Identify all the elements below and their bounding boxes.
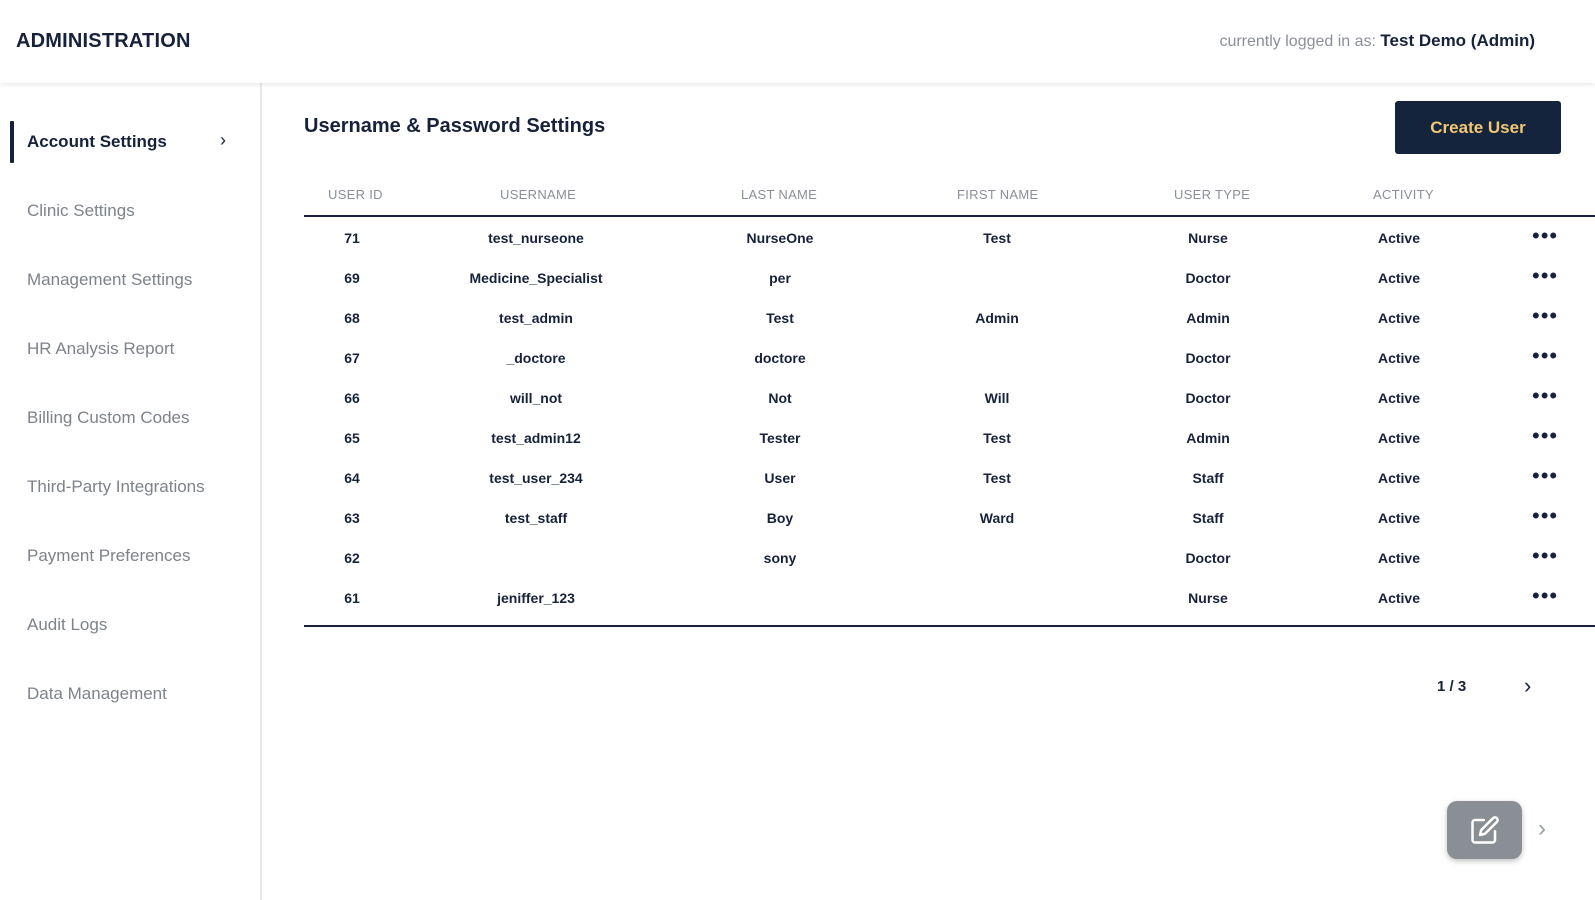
cell-activity: Active bbox=[1377, 270, 1421, 286]
main-content bbox=[262, 83, 1595, 900]
cell-first-name: Admin bbox=[975, 310, 1019, 326]
cell-username: will_not bbox=[509, 390, 563, 406]
cell-user-id: 68 bbox=[344, 310, 360, 326]
cell-username: test_admin bbox=[499, 310, 573, 326]
cell-first-name: Test bbox=[983, 430, 1011, 446]
cell-user-id: 67 bbox=[344, 350, 360, 366]
column-header-last-name[interactable]: LAST NAME bbox=[741, 187, 818, 202]
cell-last-name: NurseOne bbox=[746, 230, 814, 246]
cell-last-name: Not bbox=[768, 390, 792, 406]
more-horizontal-icon[interactable]: ••• bbox=[1532, 543, 1559, 568]
table-row[interactable] bbox=[304, 377, 1595, 417]
cell-activity: Active bbox=[1377, 590, 1421, 606]
table-row[interactable] bbox=[304, 457, 1595, 497]
sidebar-item-clinic-settings[interactable]: Clinic Settings bbox=[27, 201, 135, 220]
cell-username: jeniffer_123 bbox=[497, 590, 575, 606]
cell-last-name: Tester bbox=[759, 430, 801, 446]
cell-activity: Active bbox=[1377, 310, 1421, 326]
cell-last-name: User bbox=[764, 470, 796, 486]
logged-in-user: Test Demo (Admin) bbox=[1380, 31, 1535, 50]
table-row[interactable] bbox=[304, 257, 1595, 297]
table-body bbox=[304, 217, 1595, 627]
cell-activity: Active bbox=[1377, 350, 1421, 366]
cell-user-id: 61 bbox=[344, 590, 360, 606]
more-horizontal-icon[interactable]: ••• bbox=[1532, 343, 1559, 368]
more-horizontal-icon[interactable]: ••• bbox=[1532, 423, 1559, 448]
more-horizontal-icon[interactable]: ••• bbox=[1532, 463, 1559, 488]
cell-activity: Active bbox=[1377, 230, 1421, 246]
cell-first-name: Ward bbox=[979, 510, 1015, 526]
top-bar bbox=[0, 0, 1595, 83]
cell-user-type: Doctor bbox=[1185, 550, 1231, 566]
cell-user-id: 71 bbox=[344, 230, 360, 246]
more-horizontal-icon[interactable]: ••• bbox=[1532, 383, 1559, 408]
users-table bbox=[304, 173, 1595, 627]
create-user-button[interactable]: Create User bbox=[1395, 101, 1561, 154]
more-horizontal-icon[interactable]: ••• bbox=[1532, 263, 1559, 288]
table-row[interactable] bbox=[304, 337, 1595, 377]
logged-in-label: currently logged in as: bbox=[1219, 33, 1376, 50]
table-row[interactable] bbox=[304, 417, 1595, 457]
sidebar-item-billing-custom-codes[interactable]: Billing Custom Codes bbox=[27, 408, 190, 427]
cell-last-name: Boy bbox=[766, 510, 794, 526]
cell-user-id: 66 bbox=[344, 390, 360, 406]
cell-activity: Active bbox=[1377, 390, 1421, 406]
cell-user-type: Staff bbox=[1192, 510, 1224, 526]
table-row[interactable] bbox=[304, 577, 1595, 617]
chevron-right-icon[interactable]: › bbox=[1538, 815, 1546, 842]
more-horizontal-icon[interactable]: ••• bbox=[1532, 223, 1559, 248]
cell-user-type: Doctor bbox=[1185, 350, 1231, 366]
cell-user-id: 64 bbox=[344, 470, 360, 486]
cell-first-name: Test bbox=[983, 230, 1011, 246]
cell-activity: Active bbox=[1377, 550, 1421, 566]
chevron-right-icon: › bbox=[220, 130, 226, 150]
pagination-indicator: 1 / 3 bbox=[1437, 678, 1467, 695]
sidebar-item-third-party-integrations[interactable]: Third-Party Integrations bbox=[27, 477, 205, 496]
sidebar-item-data-management[interactable]: Data Management bbox=[27, 684, 167, 703]
sidebar-item-account-settings[interactable]: Account Settings bbox=[27, 132, 167, 151]
page-title: Username & Password Settings bbox=[304, 115, 606, 137]
sidebar-item-management-settings[interactable]: Management Settings bbox=[27, 270, 193, 289]
edit-button[interactable] bbox=[1447, 801, 1522, 859]
cell-first-name: Will bbox=[984, 390, 1010, 406]
cell-user-type: Nurse bbox=[1188, 590, 1228, 606]
cell-user-id: 65 bbox=[344, 430, 360, 446]
more-horizontal-icon[interactable]: ••• bbox=[1532, 503, 1559, 528]
column-header-user-type[interactable]: USER TYPE bbox=[1174, 187, 1251, 202]
cell-username: Medicine_Specialist bbox=[469, 270, 603, 286]
cell-first-name: Test bbox=[983, 470, 1011, 486]
table-row[interactable] bbox=[304, 497, 1595, 537]
cell-user-type: Staff bbox=[1192, 470, 1224, 486]
cell-user-type: Admin bbox=[1186, 310, 1230, 326]
column-header-activity[interactable]: ACTIVITY bbox=[1373, 187, 1434, 202]
table-row[interactable] bbox=[304, 297, 1595, 337]
more-horizontal-icon[interactable]: ••• bbox=[1532, 303, 1559, 328]
sidebar bbox=[0, 83, 262, 900]
table-row[interactable] bbox=[304, 537, 1595, 577]
table-row[interactable] bbox=[304, 217, 1595, 257]
column-header-first-name[interactable]: FIRST NAME bbox=[957, 187, 1039, 202]
cell-activity: Active bbox=[1377, 510, 1421, 526]
cell-user-type: Doctor bbox=[1185, 270, 1231, 286]
cell-activity: Active bbox=[1377, 470, 1421, 486]
cell-username: test_nurseone bbox=[488, 230, 584, 246]
app-title: ADMINISTRATION bbox=[16, 30, 191, 52]
cell-user-type: Nurse bbox=[1188, 230, 1228, 246]
more-horizontal-icon[interactable]: ••• bbox=[1532, 583, 1559, 608]
next-page-icon[interactable]: › bbox=[1524, 673, 1532, 698]
cell-last-name: doctore bbox=[754, 350, 806, 366]
edit-icon bbox=[1470, 815, 1500, 845]
cell-user-type: Doctor bbox=[1185, 390, 1231, 406]
table-header bbox=[304, 173, 1595, 217]
cell-username: test_admin12 bbox=[491, 430, 581, 446]
cell-username: test_user_234 bbox=[489, 470, 583, 486]
cell-activity: Active bbox=[1377, 430, 1421, 446]
login-info bbox=[1219, 31, 1535, 51]
sidebar-item-hr-analysis-report[interactable]: HR Analysis Report bbox=[27, 339, 175, 358]
cell-username: test_staff bbox=[504, 510, 568, 526]
cell-user-id: 62 bbox=[344, 550, 360, 566]
table-bottom-spacer bbox=[304, 617, 1595, 625]
column-header-user-id[interactable]: USER ID bbox=[328, 187, 383, 202]
cell-last-name: per bbox=[769, 270, 791, 286]
cell-username: _doctore bbox=[506, 350, 566, 366]
cell-user-type: Admin bbox=[1186, 430, 1230, 446]
column-header-username[interactable]: USERNAME bbox=[500, 187, 577, 202]
sidebar-item-payment-preferences[interactable]: Payment Preferences bbox=[27, 546, 191, 565]
cell-user-id: 69 bbox=[344, 270, 360, 286]
cell-user-id: 63 bbox=[344, 510, 360, 526]
active-indicator bbox=[10, 121, 14, 163]
sidebar-item-audit-logs[interactable]: Audit Logs bbox=[27, 615, 108, 634]
cell-last-name: Test bbox=[766, 310, 794, 326]
cell-last-name: sony bbox=[763, 550, 797, 566]
